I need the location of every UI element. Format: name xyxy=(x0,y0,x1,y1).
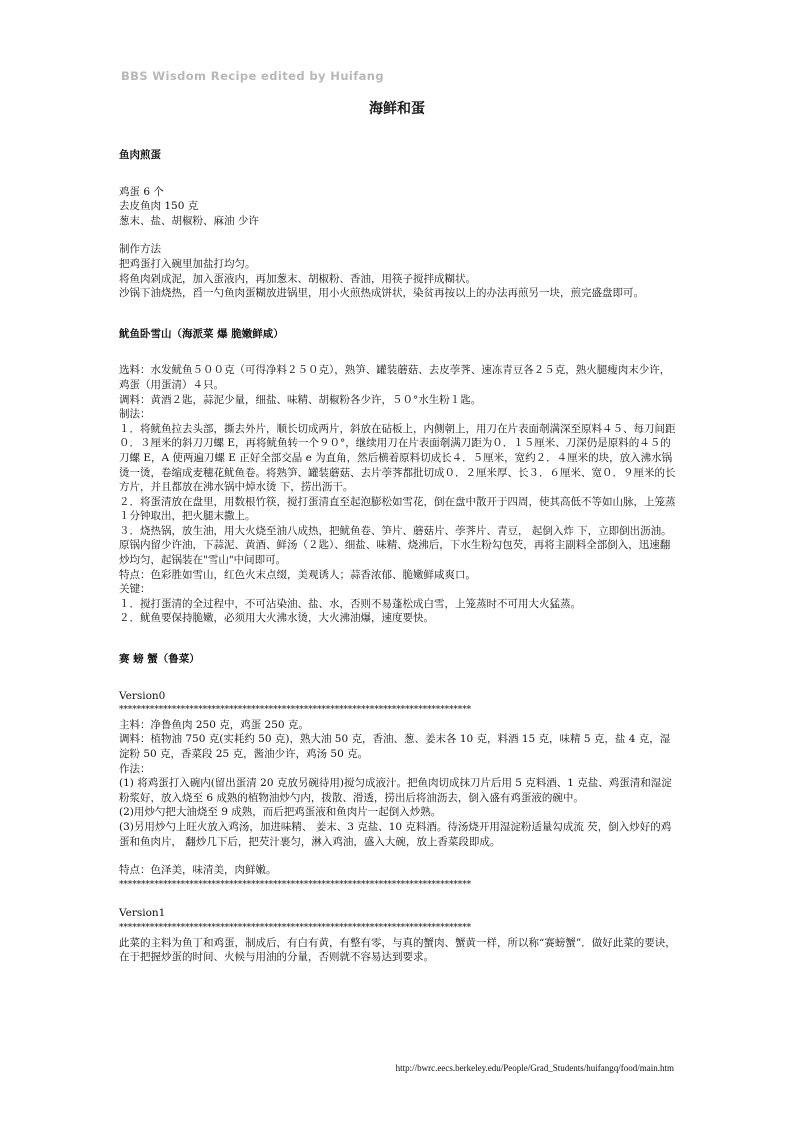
separator-stars: ******************************************************************************** xyxy=(119,879,472,890)
section-title-mock-crab: 赛 螃 蟹（鲁菜） xyxy=(119,653,200,666)
section-title-squid-snow-mountain: 鱿鱼卧雪山（海派菜 爆 脆嫩鲜咸） xyxy=(119,327,284,340)
section-title-fish-omelette: 鱼肉煎蛋 xyxy=(119,149,161,161)
recipe-line: ３．烧热锅，放生油，用大火烧至油八成热，把鱿鱼卷、笋片、蘑菇片、荸荠片、青豆， 起倒入炸 下，立即倒出沥油。原锅内留少许油，下蒜泥、黄酒、鲜汤（２匙）、细盐、味精、烧沸后，下水生粉勾包芡，再将主副料全部倒入，迅速翻炒均匀，起锅装在"雪山"中间即可。 xyxy=(119,524,672,567)
method-heading: 制作方法 xyxy=(119,243,161,256)
version-label: Version1 xyxy=(119,907,166,920)
document-body xyxy=(119,148,677,965)
recipe-line: １．搅打蛋清的全过程中，不可沾染油、盐、水，否则不易蓬松成白雪，上笼蒸时不可用大火猛蒸。 xyxy=(119,597,581,610)
recipe-line: (1) 将鸡蛋打入碗内(留出蛋清 20 克放另碗待用)搅匀成液汁。把鱼肉切成抹刀片后用 5 克料酒、1 克盐、鸡蛋清和湿淀粉浆好，放入烧至 6 成熟的植物油炒勺内，拨散、滑透，捞出后将油沥去，倒入盛有鸡蛋液的碗中。 xyxy=(119,777,672,804)
features-line: 特点：色泽美，味清美，肉鲜嫩。 xyxy=(119,864,277,877)
recipe-line: 制法： xyxy=(119,408,151,421)
ingredient-line: 鸡蛋 6 个 xyxy=(119,185,164,198)
ingredient-line: 葱末、盐、胡椒粉、麻油 少许 xyxy=(119,214,259,227)
recipe-line: 关键： xyxy=(119,583,151,596)
separator-stars: ******************************************************************************** xyxy=(119,705,472,716)
recipe-line: 作法： xyxy=(119,762,151,775)
header-brand: BBS Wisdom Recipe edited by Huifang xyxy=(121,69,385,83)
recipe-line: 调料：黄酒２匙，蒜泥少量，细盐、味精、胡椒粉各少许，５０°水生粉１匙。 xyxy=(119,393,482,406)
footer-url: http://bwrc.eecs.berkeley.edu/People/Grad_Students/huifangq/food/main.htm xyxy=(395,1063,674,1073)
method-line: 将鱼肉剁成泥，加入蛋液内，再加葱末、胡椒粉、香油，用筷子搅拌成糊状。 xyxy=(119,272,476,285)
recipe-line: 特点：色彩胜如雪山，红色火末点缀，美观诱人；蒜香浓郁、脆嫩鲜咸爽口。 xyxy=(119,568,476,581)
ingredient-line: 去皮鱼肉 150 克 xyxy=(119,200,199,213)
recipe-line: (2)用炒勺把大油烧至 9 成熟，而后把鸡蛋液和鱼肉片一起倒入炒熟。 xyxy=(119,806,442,819)
version-label: Version0 xyxy=(119,689,166,702)
page-title: 海鲜和蛋 xyxy=(369,101,425,117)
method-line: 把鸡蛋打入碗里加盐打均匀。 xyxy=(119,257,256,270)
recipe-line: 此菜的主料为鱼丁和鸡蛋，制成后，有白有黄，有整有零，与真的蟹肉、蟹黄一样，所以称“赛螃蟹”．做好此菜的要诀，在于把握炒蛋的时间、火候与用油的分量，否则就不容易达到要求。 xyxy=(119,936,676,964)
recipe-line: 主料：净鲁鱼肉 250 克，鸡蛋 250 克。 xyxy=(119,718,309,731)
recipe-line: 调料：植物油 750 克(实耗约 50 克)，熟大油 50 克，香油、葱、姜末各 10 克，料酒 15 克，味精 5 克，盐 4 克，湿淀粉 50 克，香菜段 25 克，酱油少许，鸡汤 50 克。 xyxy=(119,733,671,760)
recipe-line: ２．将蛋清放在盘里，用数根竹筷，搅打蛋清直至起泡膨松如雪花，倒在盘中散开于四周，使其高低不等如山脉，上笼蒸１分钟取出，把火腿末撒上。 xyxy=(119,495,676,523)
method-line: 沙锅下油烧热，舀一勺鱼肉蛋糊放进锅里，用小火煎热成饼状，染贫再按以上的办法再煎另一块，煎完盛盘即可。 xyxy=(119,287,644,300)
separator-stars: ******************************************************************************** xyxy=(119,922,472,933)
recipe-line: ２．鱿鱼要保持脆嫩，必须用大火沸水烫，大火沸油爆，速度要快。 xyxy=(119,612,434,625)
recipe-line: (3)另用炒勺上旺火放入鸡汤，加进味精、 姜末、3 克盐、10 克料酒。待汤烧开用湿淀粉适量勾成流 芡，倒入炒好的鸡蛋和鱼肉片， 翻炒几下后，把芡汁裹匀，淋入鸡油，盛入大碗，放上香菜段即成。 xyxy=(119,820,672,848)
recipe-line: １．将鱿鱼拉去头部，撕去外片，顺长切成两片，斜放在砧板上，内侧朝上，用刀在片表面剞满深至原料４５、每刀间距０．３厘米的斜刀刀螺 E，再将鱿鱼转一个９０°，继续用刀在片表面剞满刀距为０．１５厘米、刀深仍是原料的４５的刀螺 E，A 使两遍刀螺 E 正好全部交晶 e 为直角，然后横着原料切成长４．５厘米，宽约２．４厘米的块，放入沸水锅烫一烫，卷缩成麦穗花鱿鱼卷。将熟笋、罐装蘑菇、去片荸荠都批切成０．２厘米厚、长３．６厘米、宽０．９厘米的长方片，并且都放在沸水锅中焯水烫 下，捞出沥干。 xyxy=(119,422,676,494)
recipe-line: 选料：水发鱿鱼５００克（可得净料２５０克），熟笋、罐装蘑菇、去皮荸荠、速冻青豆各２５克，熟火腿瘦肉末少许，鸡蛋（用蛋清）４只。 xyxy=(119,364,671,391)
